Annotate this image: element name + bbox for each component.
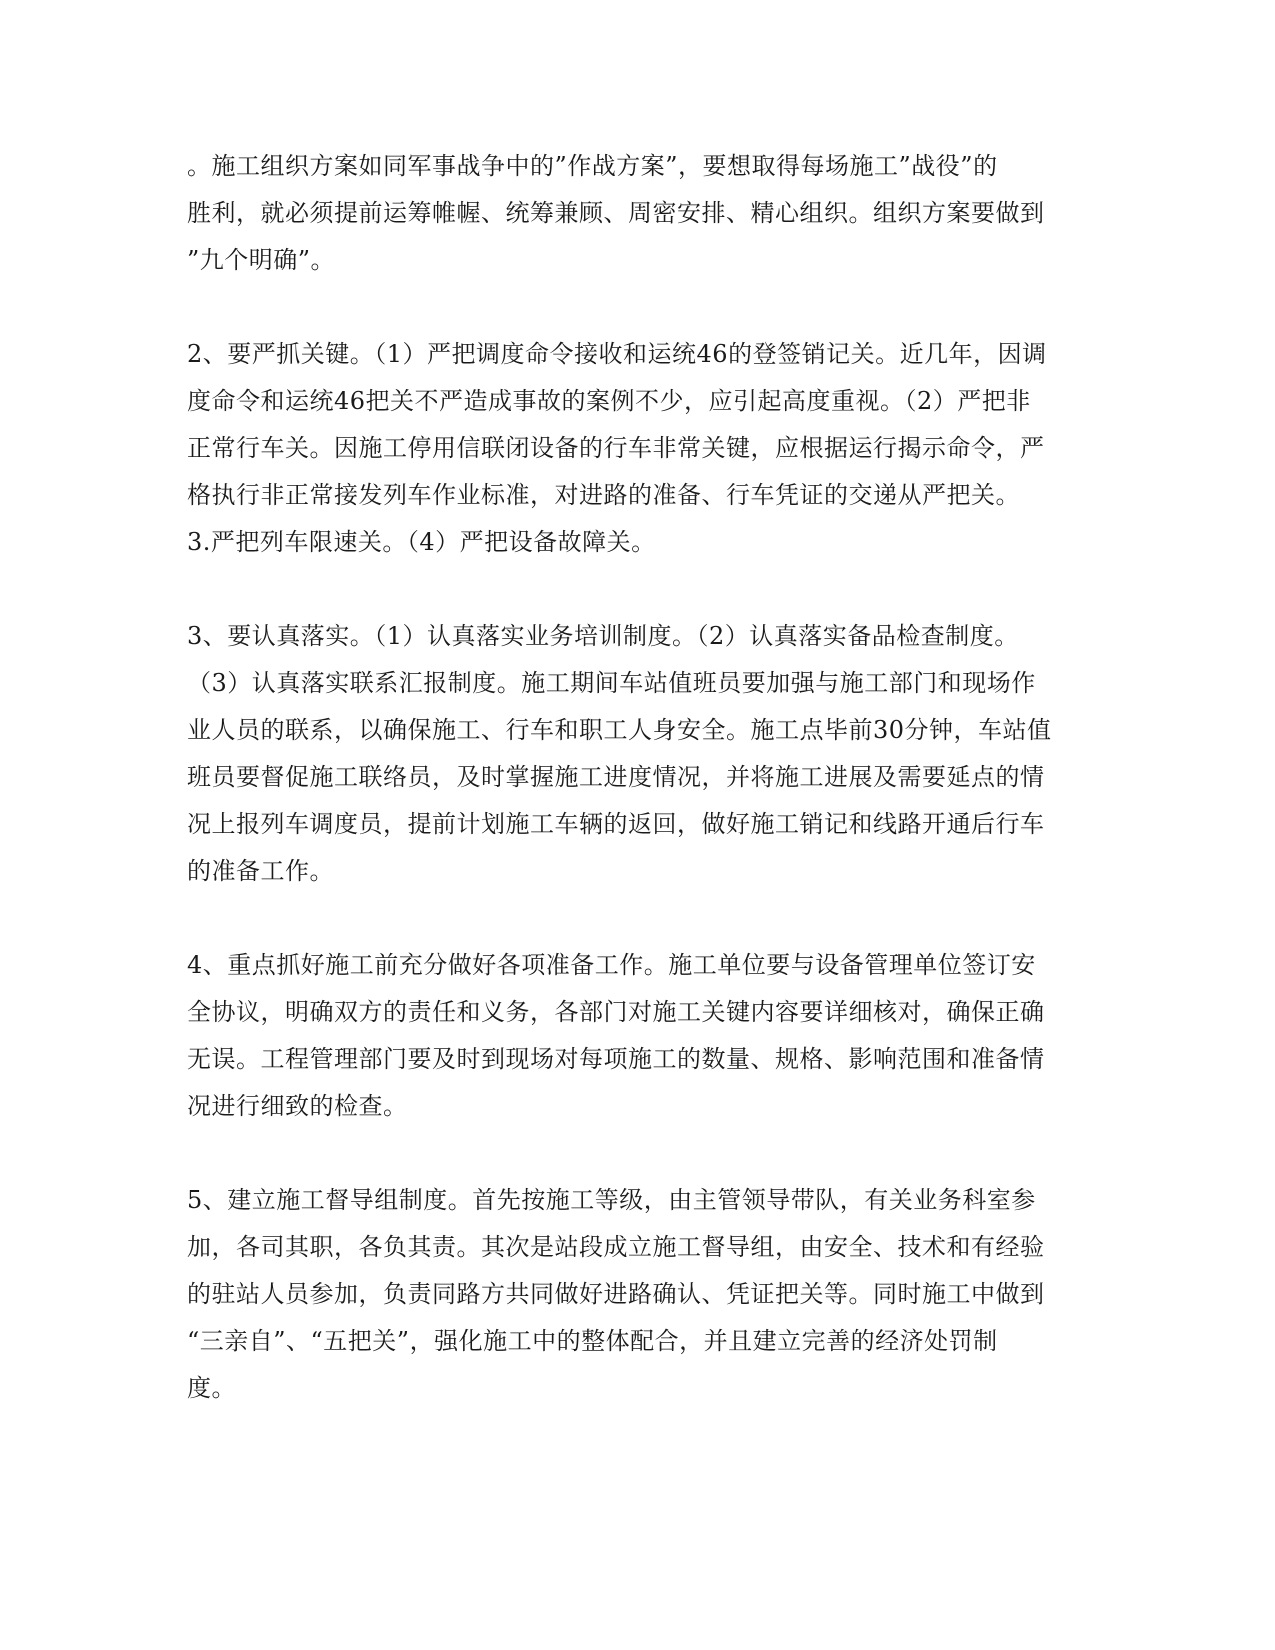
- text-line: 3、要认真落实。（1）认真落实业务培训制度。（2）认真落实备品检查制度。: [187, 622, 1019, 650]
- text-line: 4、重点抓好施工前充分做好各项准备工作。施工单位要与设备管理单位签订安: [187, 951, 1036, 979]
- text-line: 加，各司其职，各负其责。其次是站段成立施工督导组，由安全、技术和有经验: [187, 1233, 1045, 1261]
- paragraph-2: [187, 331, 1047, 566]
- text-line: （3）认真落实联系汇报制度。施工期间车站值班员要加强与施工部门和现场作: [187, 669, 1036, 697]
- text-line: 无误。工程管理部门要及时到现场对每项施工的数量、规格、影响范围和准备情: [187, 1045, 1045, 1073]
- text-line: 全协议，明确双方的责任和义务，各部门对施工关键内容要详细核对，确保正确: [187, 998, 1045, 1026]
- text-line: 。施工组织方案如同军事战争中的”作战方案”，要想取得每场施工”战役”的: [187, 152, 998, 180]
- text-line: 业人员的联系，以确保施工、行车和职工人身安全。施工点毕前30分钟，车站值: [187, 716, 1052, 744]
- paragraph-gap: [187, 1130, 1027, 1177]
- paragraph-3: [187, 613, 1052, 895]
- paragraph-4: [187, 942, 1045, 1130]
- text-line: 的驻站人员参加，负责同路方共同做好进路确认、凭证把关等。同时施工中做到: [187, 1280, 1045, 1308]
- text-line: 度命令和运统46把关不严造成事故的案例不少，应引起高度重视。（2）严把非: [187, 387, 1031, 415]
- document-body: [187, 143, 1052, 1412]
- paragraph-gap: [187, 284, 1027, 331]
- text-line: 格执行非正常接发列车作业标准，对进路的准备、行车凭证的交递从严把关。: [187, 481, 1020, 509]
- paragraph-gap: [187, 566, 1027, 613]
- text-line: 况进行细致的检查。: [187, 1092, 408, 1120]
- paragraph-gap: [187, 895, 1027, 942]
- paragraph-5: [187, 1177, 1045, 1412]
- text-line: 度。: [187, 1374, 236, 1402]
- text-line: 班员要督促施工联络员，及时掌握施工进度情况，并将施工进展及需要延点的情: [187, 763, 1045, 791]
- text-line: 2、要严抓关键。（1）严把调度命令接收和运统46的登签销记关。近几年，因调: [187, 340, 1047, 368]
- text-line: 胜利，就必须提前运筹帷幄、统筹兼顾、周密安排、精心组织。组织方案要做到: [187, 199, 1045, 227]
- text-line: “三亲自”、“五把关”，强化施工中的整体配合，并且建立完善的经济处罚制: [187, 1327, 998, 1355]
- text-line: 的准备工作。: [187, 857, 334, 885]
- text-line: 况上报列车调度员，提前计划施工车辆的返回，做好施工销记和线路开通后行车: [187, 810, 1045, 838]
- text-line: 3.严把列车限速关。（4）严把设备故障关。: [187, 528, 656, 556]
- text-line: 5、建立施工督导组制度。首先按施工等级，由主管领导带队，有关业务科室参: [187, 1186, 1036, 1214]
- text-line: 正常行车关。因施工停用信联闭设备的行车非常关键，应根据运行揭示命令，严: [187, 434, 1045, 462]
- text-line: ”九个明确”。: [187, 246, 336, 274]
- paragraph-intro: [187, 143, 1045, 284]
